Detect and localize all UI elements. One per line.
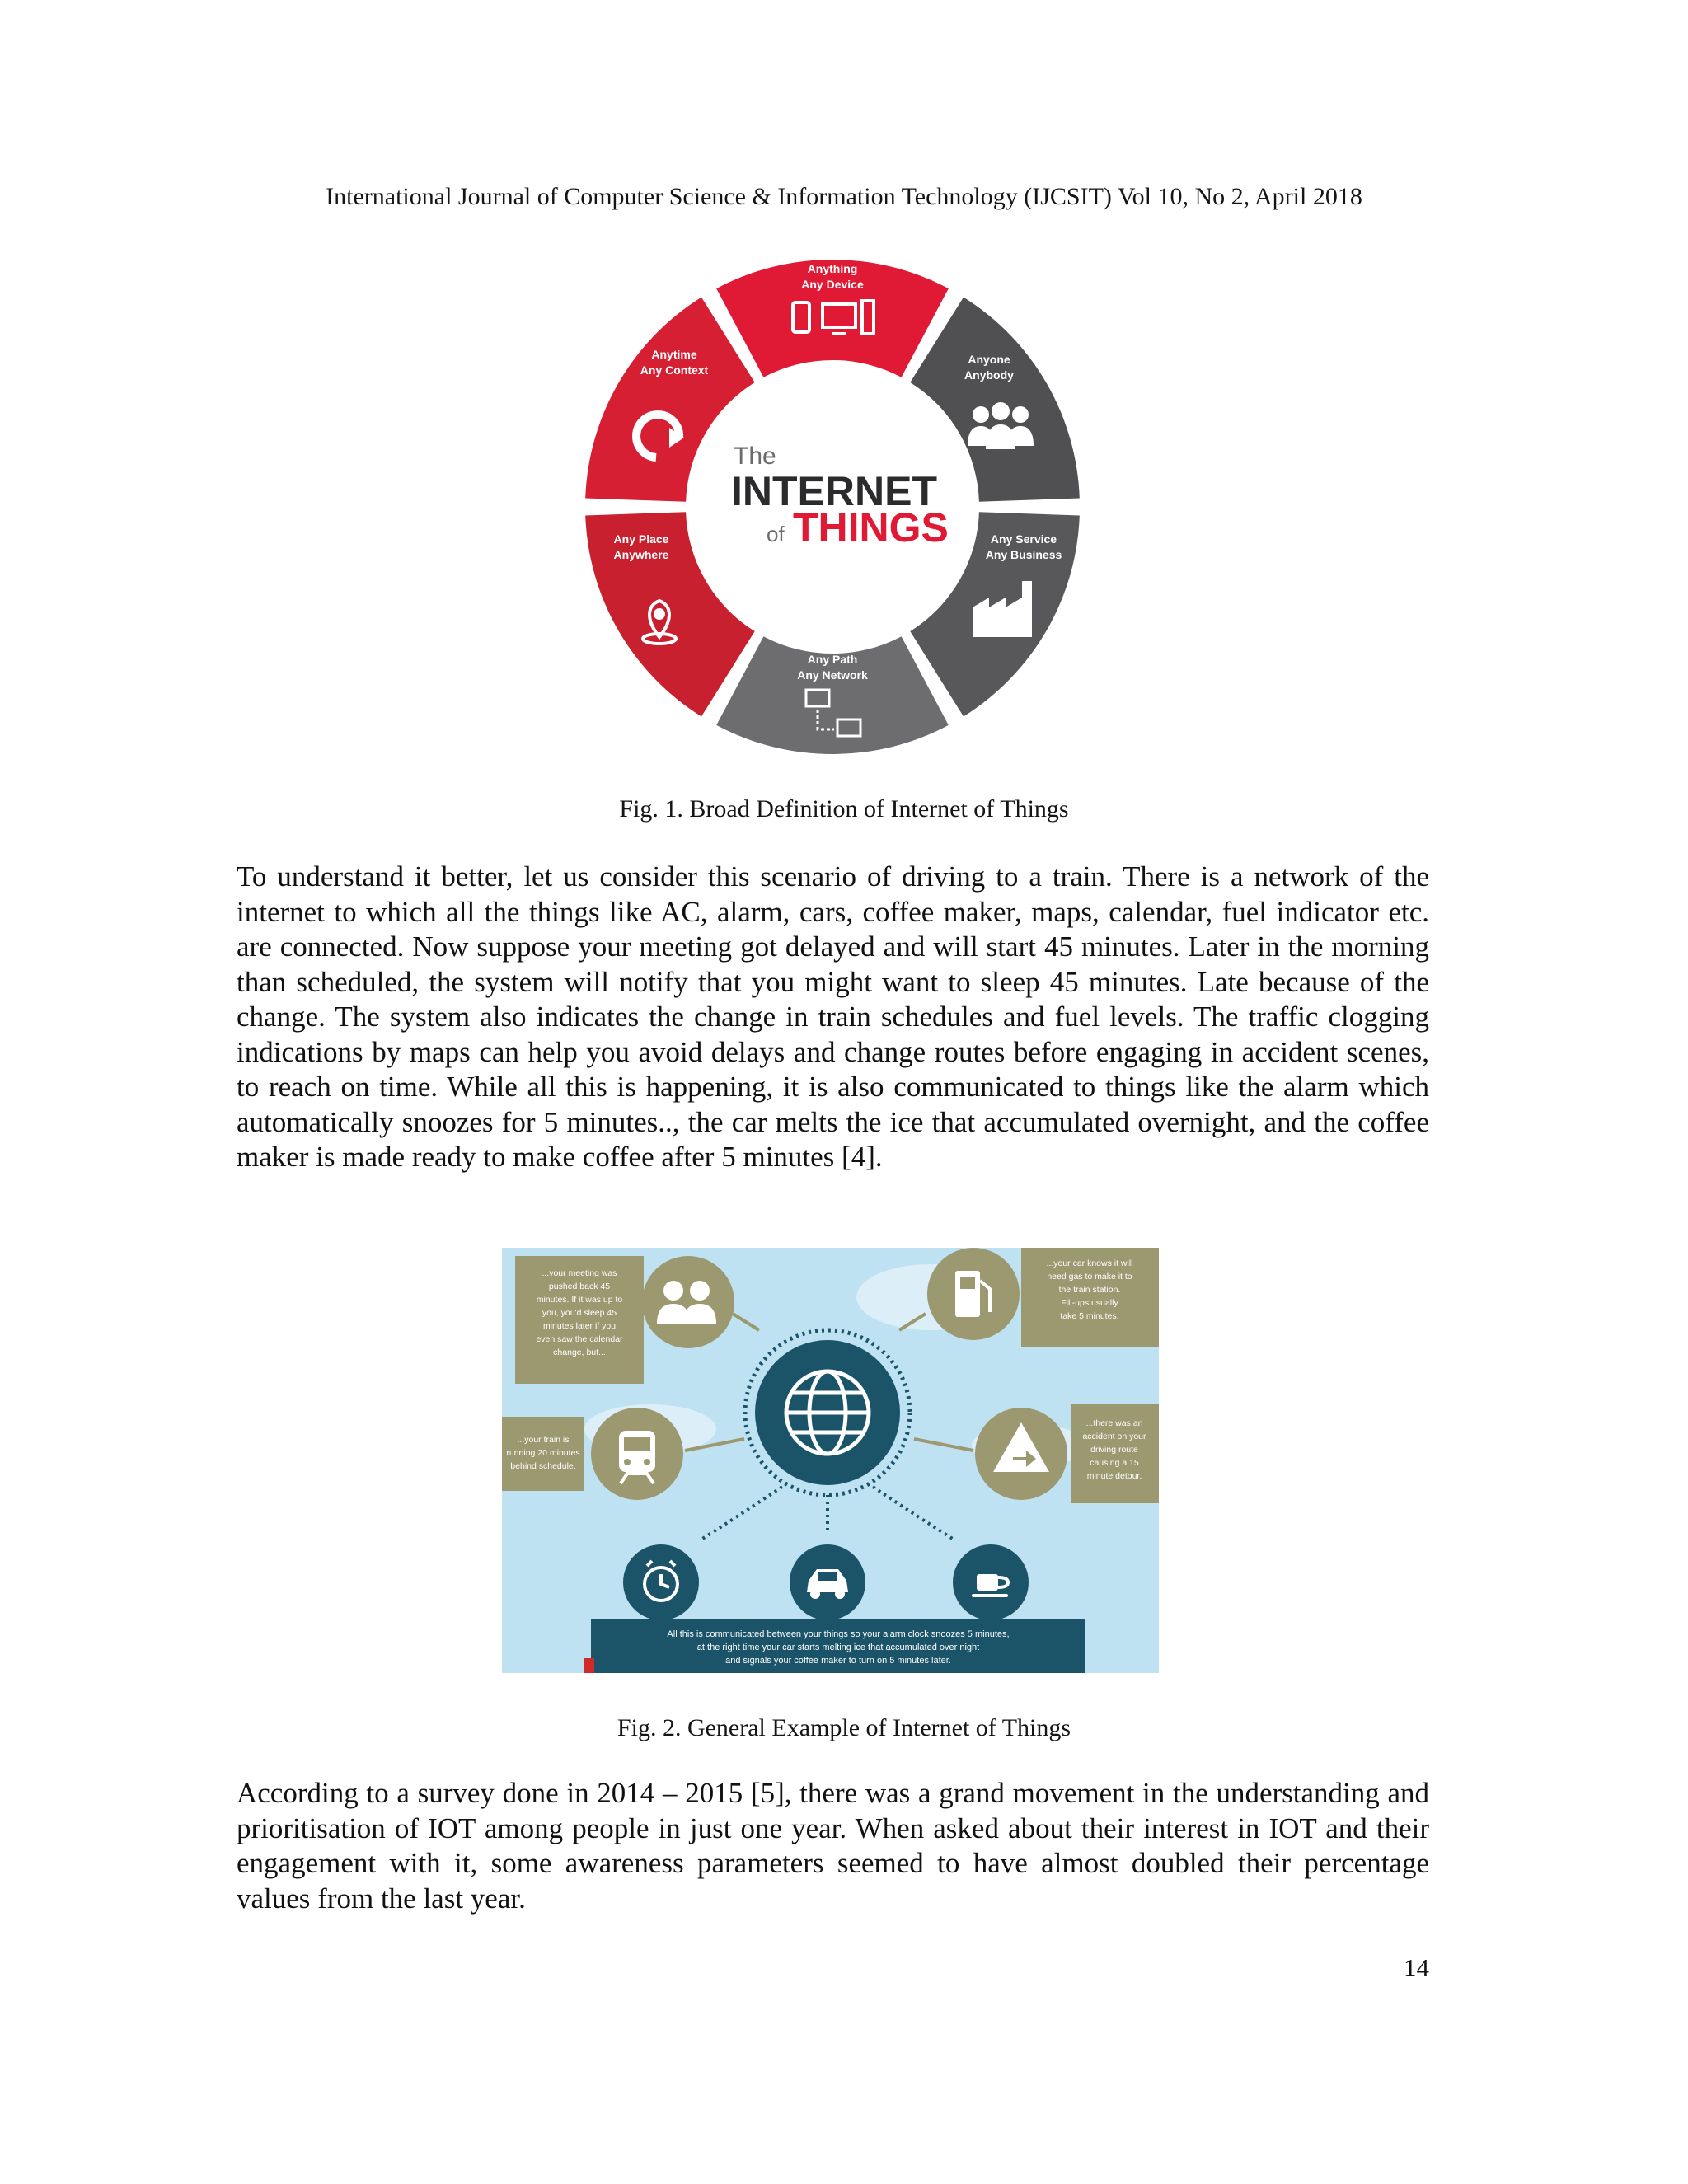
accident-note-line: accident on your [1082,1432,1146,1441]
train-note-line: ...your train is [517,1435,570,1445]
banner-line: at the right time your car starts melting ice that accumulated over night [696,1643,980,1652]
center-of: of [767,522,785,546]
accident-note-line: ...there was an [1085,1418,1143,1428]
banner-line: All this is communicated between your things so your alarm clock snoozes 5 minutes, [667,1629,1010,1639]
segment-device-line2: Any Device [801,278,864,291]
car-note-line: the train station. [1058,1285,1121,1295]
accident-note [1082,1418,1146,1481]
meeting-note-line: minutes. If it was up to [536,1295,623,1305]
meeting-note-line: pushed back 45 [548,1282,611,1291]
meeting-note-line: change, but... [553,1347,606,1357]
segment-path-line2: Any Network [797,668,868,682]
paragraph-1: To understand it better, let us consider this scenario of driving to a train. There is a network of the internet to which all the things like AC, alarm, cars, coffee maker, maps, calendar, fuel indicator etc. are connected. Now suppose your meeting got delayed and will start 45 minutes. Later in the morning than scheduled, the system will notify that you might want to sleep 45 minutes. Late because of the change. The system also indicates the change in train schedules and fuel levels. The traffic clogging indications by maps can help you avoid delays and change routes before engaging in accident scenes, to reach on time. While all this is happening, it is also communicated to things like the alarm which automatically snoozes for 5 minutes.., the car melts the ice that accumulated overnight, and the coffee maker is made ready to make coffee after 5 minutes [4]. [237,860,1429,1173]
banner-line: and signals your coffee maker to turn on 5 minutes later. [725,1656,951,1666]
car-note-line: ...your car knows it will [1046,1258,1133,1268]
train-note-line: running 20 minutes [506,1448,580,1458]
meeting-note-line: you, you'd sleep 45 [542,1308,617,1318]
iot-definition-figure [577,251,1088,762]
ring-segment [585,298,755,502]
iot-example-figure [502,1248,1159,1673]
segment-service-line1: Any Service [990,532,1057,546]
segment-people-line2: Anybody [964,368,1014,382]
accident-note-line: driving route [1090,1445,1138,1455]
segment-people-line1: Anyone [968,353,1010,366]
car-note-line: Fill-ups usually [1061,1298,1118,1308]
center-things: THINGS [793,504,949,551]
people-badge [642,1256,734,1348]
journal-header: International Journal of Computer Science & Information Technology (IJCSIT) Vol 10, No 2, April 2018 [326,183,1362,210]
accident-note-line: minute detour. [1086,1471,1142,1481]
meeting-note-line: ...your meeting was [542,1268,617,1278]
figure1-caption: Fig. 1. Broad Definition of Internet of Things [619,795,1069,823]
segment-service-line2: Any Business [985,548,1062,561]
car-note-line: take 5 minutes. [1060,1311,1119,1321]
paragraph-2: According to a survey done in 2014 – 2015 [5], there was a grand movement in the understanding and prioritisation of IOT among people in just one year. When asked about their interest in IOT and their engagement with it, some awareness parameters seemed to have almost doubled their percentage values from the last year. [237,1777,1429,1915]
center-internet: INTERNET [731,468,937,514]
segment-device-line1: Anything [807,262,858,275]
center-the: The [734,443,776,470]
accident-note-line: causing a 15 [1090,1458,1139,1468]
segment-anytime-line1: Anytime [651,348,697,361]
train-note [506,1435,579,1471]
segment-place-line1: Any Place [613,532,669,546]
figure2-caption: Fig. 2. General Example of Internet of Things [617,1714,1071,1741]
segment-place-line2: Anywhere [613,548,669,561]
meeting-note-line: even saw the calendar [536,1334,623,1344]
train-note-line: behind schedule. [510,1461,576,1471]
car-note-line: need gas to make it to [1047,1272,1132,1282]
segment-anytime-line2: Any Context [640,363,709,377]
iot-center-title [731,443,949,551]
segment-path-line1: Any Path [807,653,858,666]
meeting-note-line: minutes later if you [542,1321,617,1331]
red-marker [584,1658,594,1673]
page-number: 14 [1404,1953,1429,1982]
